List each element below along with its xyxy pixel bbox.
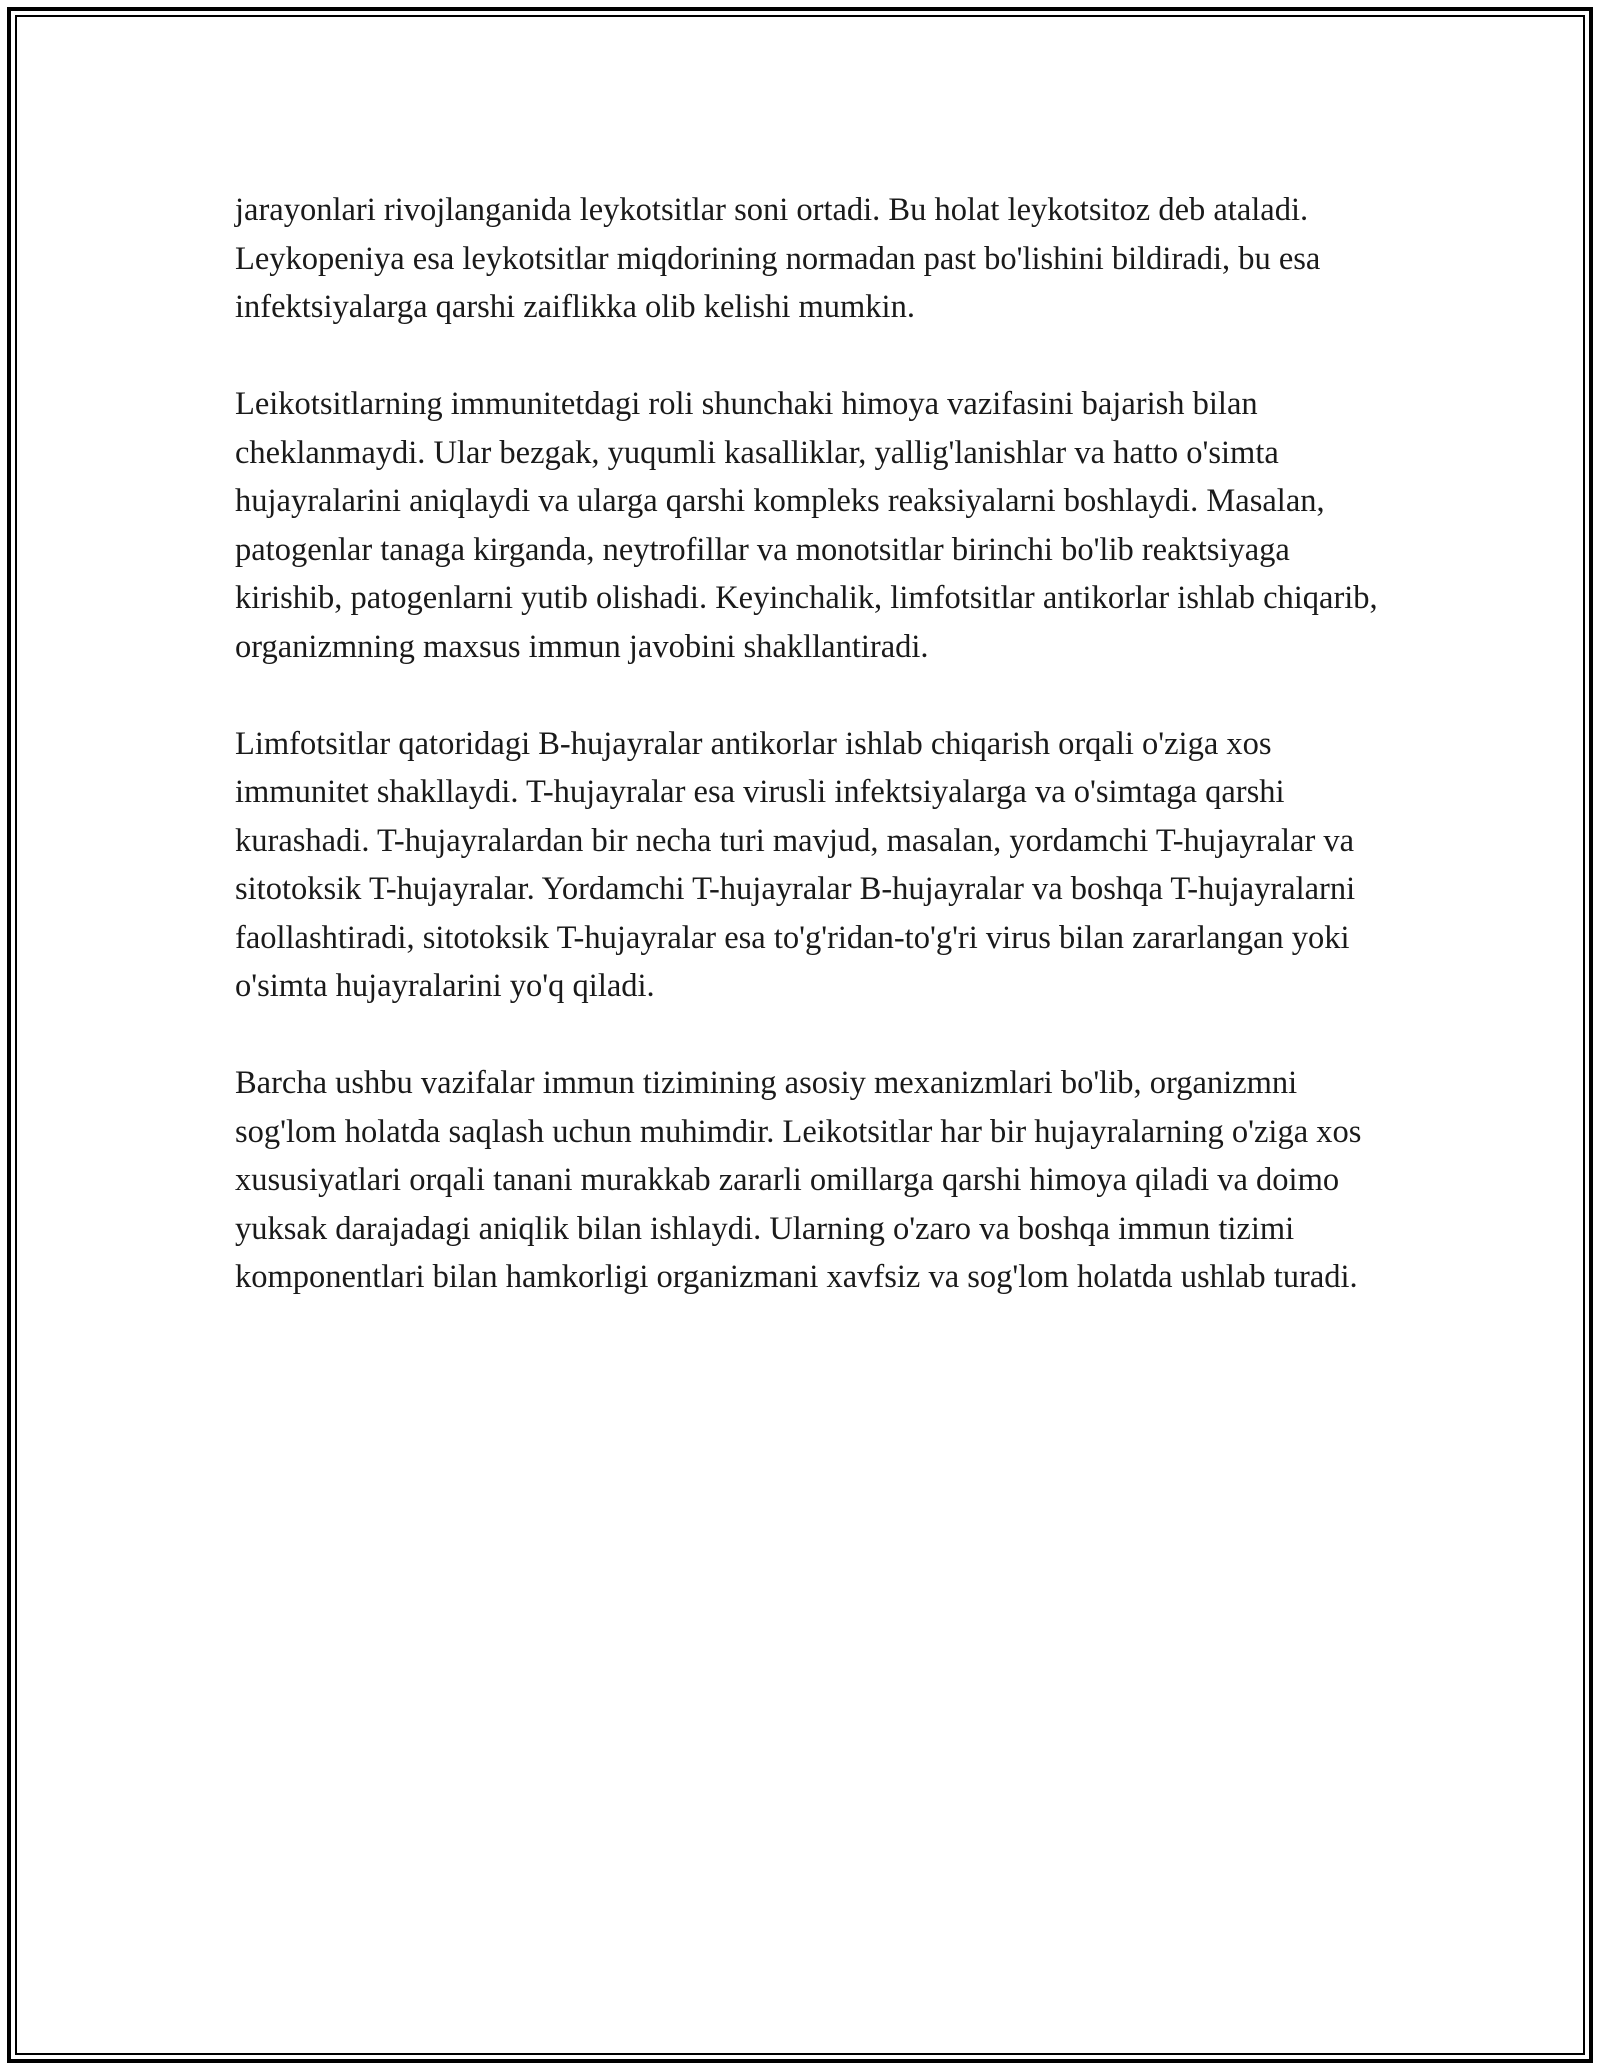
document-body xyxy=(235,186,1385,1350)
paragraph-1: jarayonlari rivojlanganida leykotsitlar soni ortadi. Bu holat leykotsitoz deb ataladi. Leykopeniya esa leykotsitlar miqdorining normadan past bo'lishini bildiradi, bu esa infektsiyalarga qarshi zaiflikka olib kelishi mumkin. xyxy=(235,192,1321,325)
paragraph-4: Barcha ushbu vazifalar immun tizimining asosiy mexanizmlari bo'lib, organizmni sog'lom holatda saqlash uchun muhimdir. Leikotsitlar har bir hujayralarning o'ziga xos xususiyatlari orqali tanani murakkab zararli omillarga qarshi himoya qiladi va doimo yuksak darajadagi aniqlik bilan ishlaydi. Ularning o'zaro va boshqa immun tizimi komponentlari bilan hamkorligi organizmani xavfsiz va sog'lom holatda ushlab turadi. xyxy=(235,1065,1362,1295)
paragraph-3: Limfotsitlar qatoridagi B-hujayralar antikorlar ishlab chiqarish orqali o'ziga xos immunitet shakllaydi. T-hujayralar esa virusli infektsiyalarga va o'simtaga qarshi kurashadi. T-hujayralardan bir necha turi mavjud, masalan, yordamchi T-hujayralar va sitotoksik T-hujayralar. Yordamchi T-hujayralar B-hujayralar va boshqa T-hujayralarni faollashtiradi, sitotoksik T-hujayralar esa to'g'ridan-to'g'ri virus bilan zararlangan yoki o'simta hujayralarini yo'q qiladi. xyxy=(235,725,1356,1004)
paragraph-2: Leikotsitlarning immunitetdagi roli shunchaki himoya vazifasini bajarish bilan cheklanmaydi. Ular bezgak, yuqumli kasalliklar, yallig'lanishlar va hatto o'simta hujayralarini aniqlaydi va ularga qarshi kompleks reaksiyalarni boshlaydi. Masalan, patogenlar tanaga kirganda, neytrofillar va monotsitlar birinchi bo'lib reaktsiyaga kirishib, patogenlarni yutib olishadi. Keyinchalik, limfotsitlar antikorlar ishlab chiqarib, organizmning maxsus immun javobini shakllantiradi. xyxy=(235,386,1378,665)
